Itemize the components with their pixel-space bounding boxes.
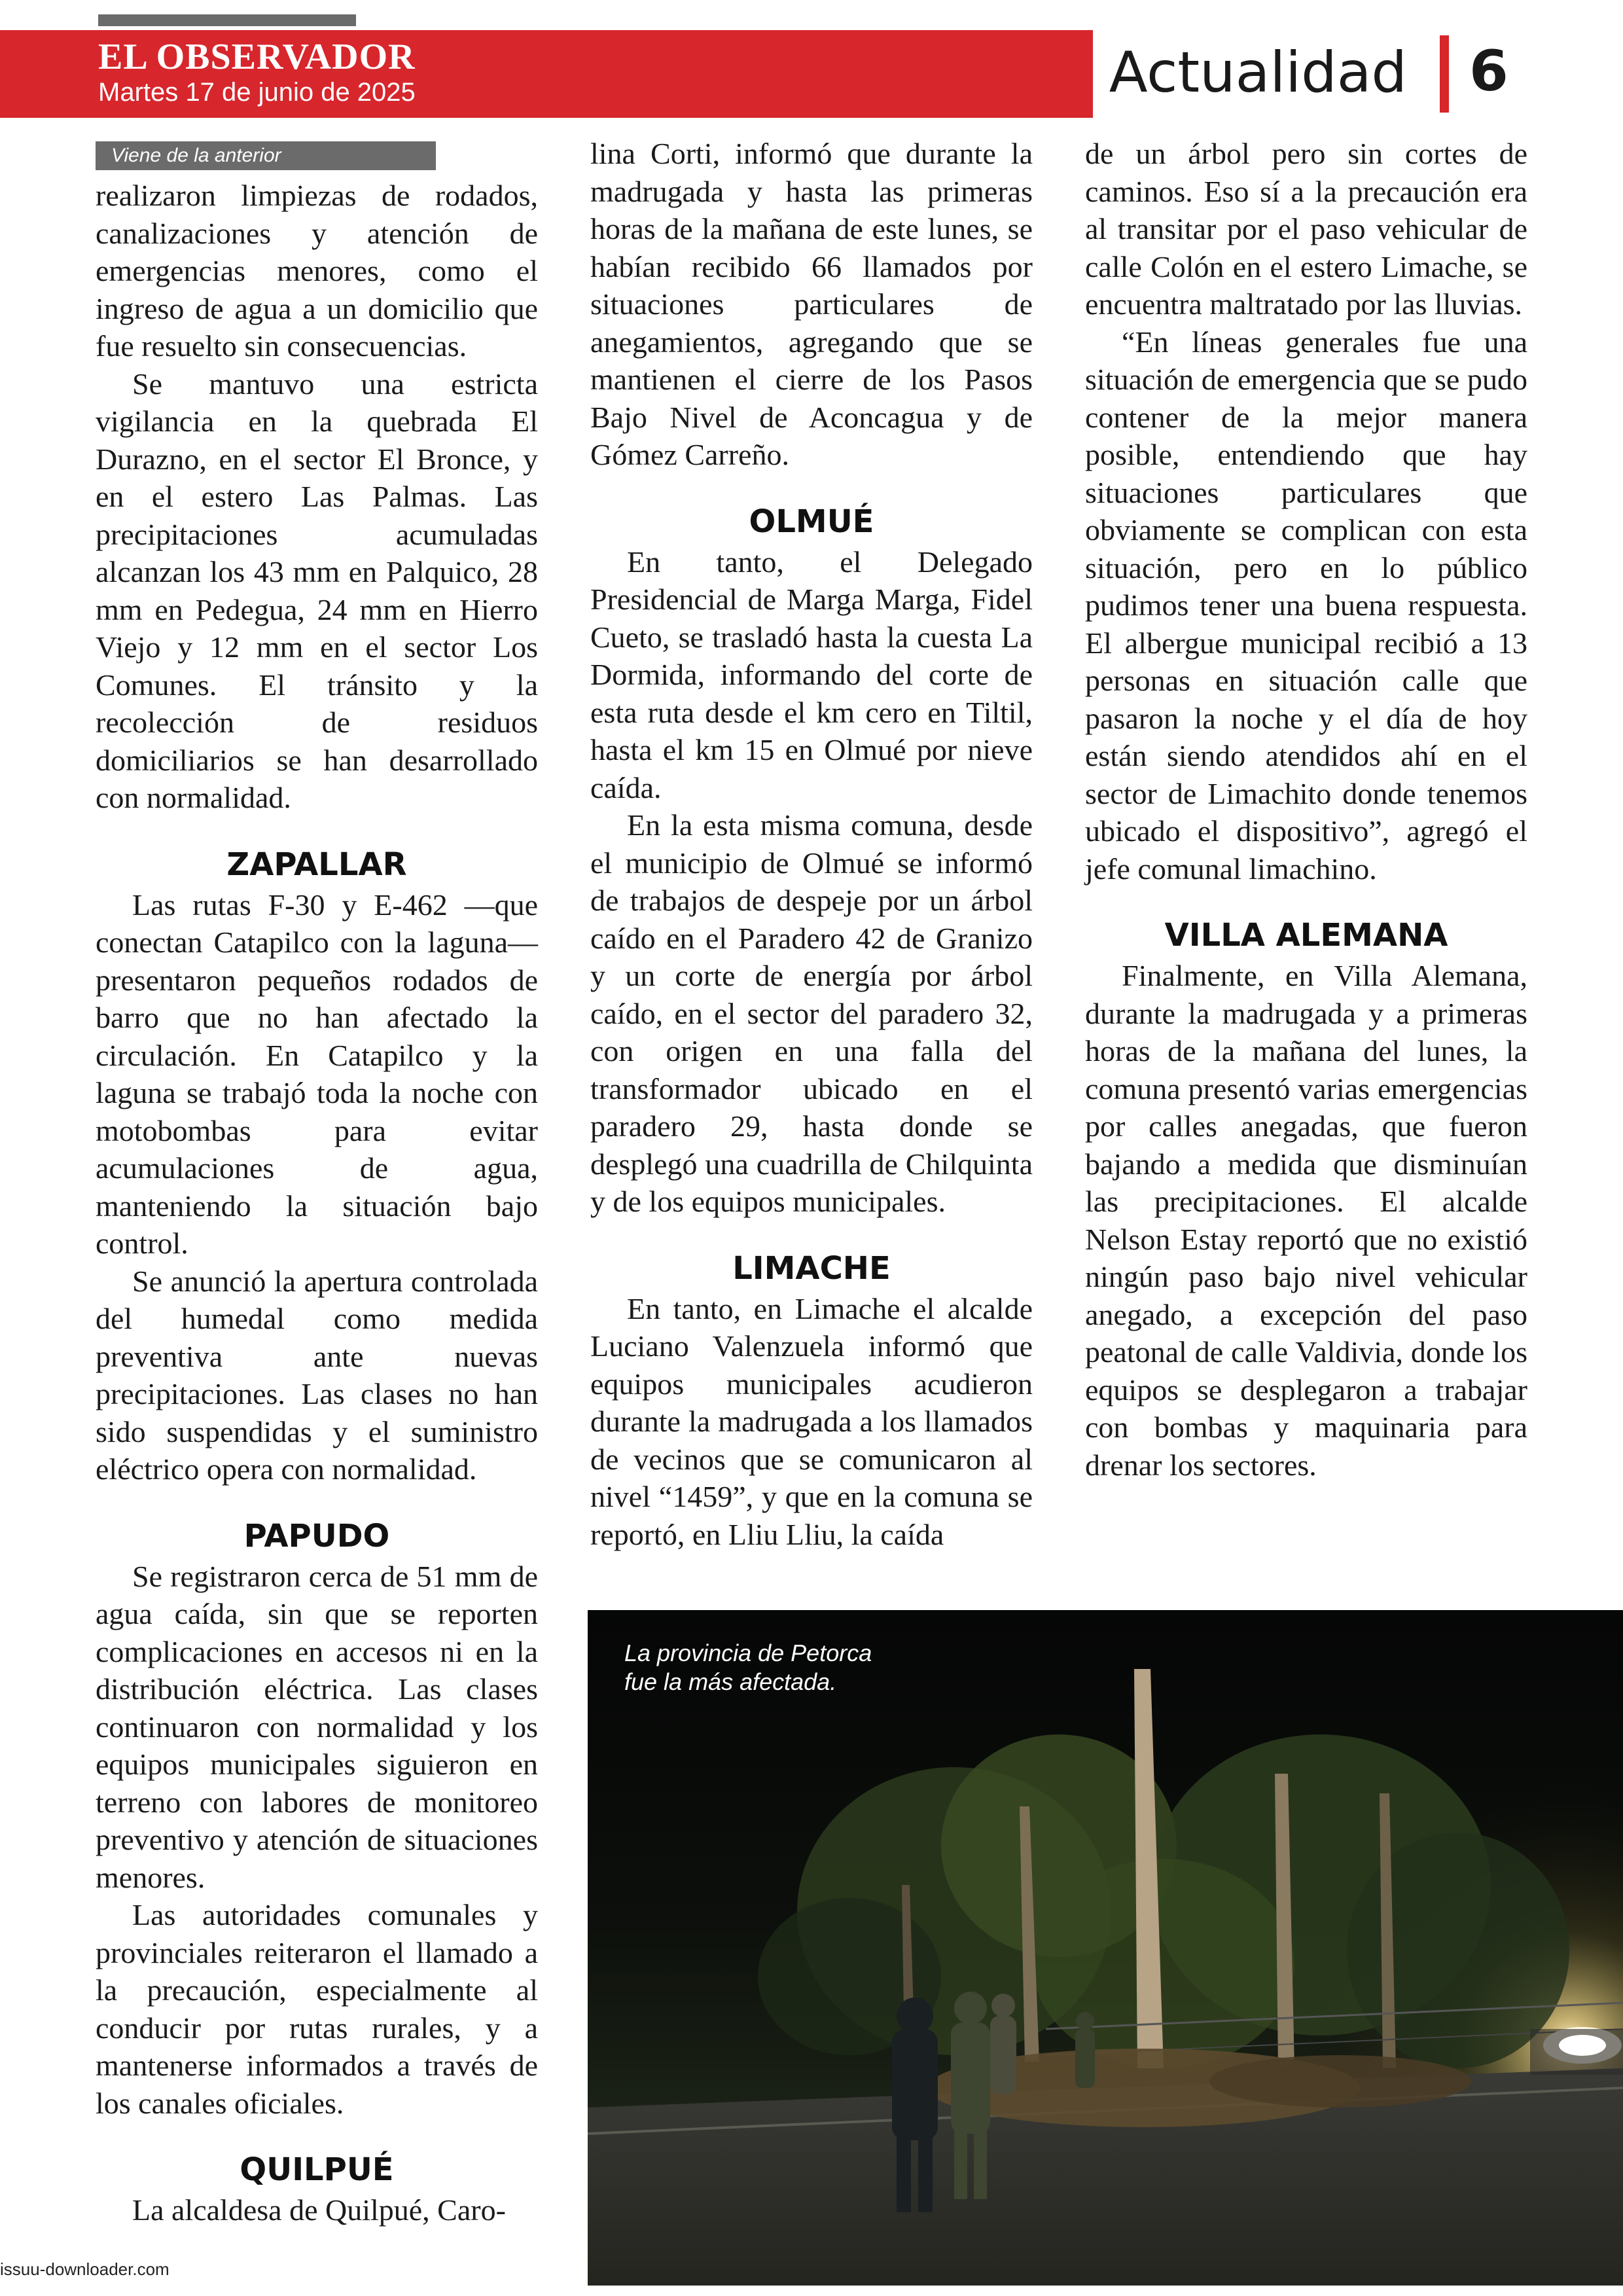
issue-date: Martes 17 de junio de 2025 [98,78,416,107]
masthead: EL OBSERVADOR [98,37,416,77]
section-divider [1440,35,1449,113]
top-rule [98,14,356,26]
caption-line: La provincia de Petorca [624,1640,872,1666]
section-box [1093,30,1623,118]
section-title: Actualidad [1109,40,1407,105]
column-1 [96,177,538,2229]
paragraph: Finalmente, en Villa Alemana, durante la madrugada y a primeras horas de la mañana del lunes, la comuna presentó varias emergencias por calles anegadas, que fueron bajando a medida que disminuían las precipitaciones. El alcalde Nelson Estay reportó que no existió ningún paso bajo nivel vehicular anegado, a excepción del paso peatonal de calle Valdivia, donde los equipos se desplegaron a trabajar con bombas y maquinaria para drenar los sectores. [1085,959,1527,1482]
paragraph: “En líneas generales fue una situación de emergencia que se pudo contener de la mejor manera posible, entendiendo que hay situaciones particulares que obviamente se complican con esta situación, pero en lo público pudimos tener una buena respuesta. El albergue municipal recibió a 13 personas en situación calle que pasaron la noche y el día de hoy están siendo atendidos ahí en el sector de Limachito donde tenemos ubicado el dispositivo”, agregó el jefe comunal limachino. [1085,325,1527,886]
subheading-villa-alemana: VILLA ALEMANA [1164,917,1448,954]
paragraph: En tanto, el Delegado Presidencial de Marga Marga, Fidel Cueto, se trasladó hasta la cuesta La Dormida, informando del corte de esta ruta desde el km cero en Tiltil, hasta el km 15 en Olmué por nieve caída. [590,545,1033,804]
paragraph: Se mantuvo una estricta vigilancia en la quebrada El Durazno, en el sector El Bronce, y en el estero Las Palmas. Las precipitaciones acumuladas alcanzan los 43 mm en Palquico, 28 mm en Pedegua, 24 mm en Hierro Viejo y 12 mm en el sector Los Comunes. El tránsito y la recolección de residuos domiciliarios se han desarrollado con normalidad. [96,367,538,814]
paragraph: Se anunció la apertura controlada del humedal como medida preventiva ante nuevas precipitaciones. Las clases no han sido suspendidas y el suministro eléctrico opera con normalidad. [96,1264,538,1486]
paragraph: Las autoridades comunales y provinciales reiteraron el llamado a la precaución, especialmente al conducir por rutas rurales, y a mantenerse informados a través de los canales oficiales. [96,1898,538,2120]
news-photo [588,1610,1623,2286]
paragraph: de un árbol pero sin cortes de caminos. Eso sí a la precaución era al transitar por el paso vehicular de calle Colón en el estero Limache, se encuentra maltratado por las lluvias. [1085,137,1527,321]
page-header [0,30,1623,118]
subheading-limache: LIMACHE [732,1249,891,1287]
photo-caption [624,1639,872,1696]
subheading-quilpue: QUILPUÉ [240,2151,394,2188]
paragraph: La alcaldesa de Quilpué, Caro- [132,2193,506,2227]
column-2 [590,135,1033,1553]
subheading-zapallar: ZAPALLAR [226,846,407,883]
subheading-olmue: OLMUÉ [749,503,874,540]
column-3 [1085,135,1527,1484]
paragraph: Se registraron cerca de 51 mm de agua caída, sin que se reporten complicaciones en accesos ni en la distribución eléctrica. Las clases continuaron con normalidad y los equipos municipales siguieron en terreno con labores de monitoreo preventivo y atención de situaciones menores. [96,1559,538,1894]
caption-line: fue la más afectada. [624,1668,837,1695]
paragraph: lina Corti, informó que durante la madrugada y hasta las primeras horas de la mañana de este lunes, se habían recibido 66 llamados por situaciones particulares de anegamientos, agregando que se mantienen el cierre de los Pasos Bajo Nivel de Aconcagua y de Gómez Carreño. [590,137,1033,471]
paragraph: En la esta misma comuna, desde el municipio de Olmué se informó de trabajos de despeje por un árbol caído en el Paradero 42 de Granizo y un corte de energía por árbol caído, en el sector del paradero 32, con origen en una falla del transformador ubicado en el paradero 29, hasta donde se desplegó una cuadrilla de Chilquinta y de los equipos municipales. [590,808,1033,1218]
footer-credit: issuu-downloader.com [0,2259,169,2279]
page-number: 6 [1469,39,1508,104]
subheading-papudo: PAPUDO [243,1517,390,1554]
continuation-label: Viene de la anterior [96,141,436,170]
night-scene-illustration [588,1610,1623,2286]
paragraph: realizaron limpiezas de rodados, canalizaciones y atención de emergencias menores, como el ingreso de agua a un domicilio que fue resuelto sin consecuencias. [96,179,538,363]
paragraph: Las rutas F-30 y E-462 —que conectan Catapilco con la laguna— presentaron pequeños rodados de barro que no han afectado la circulación. En Catapilco y la laguna se trabajó toda la noche con motobombas para evitar acumulaciones de agua, manteniendo la situación bajo control. [96,888,538,1260]
paragraph: En tanto, en Limache el alcalde Luciano Valenzuela informó que equipos municipales acudieron durante la madrugada a los llamados de vecinos que se comunicaron al nivel “1459”, y que en la comuna se reportó, en Lliu Lliu, la caída [590,1291,1033,1551]
